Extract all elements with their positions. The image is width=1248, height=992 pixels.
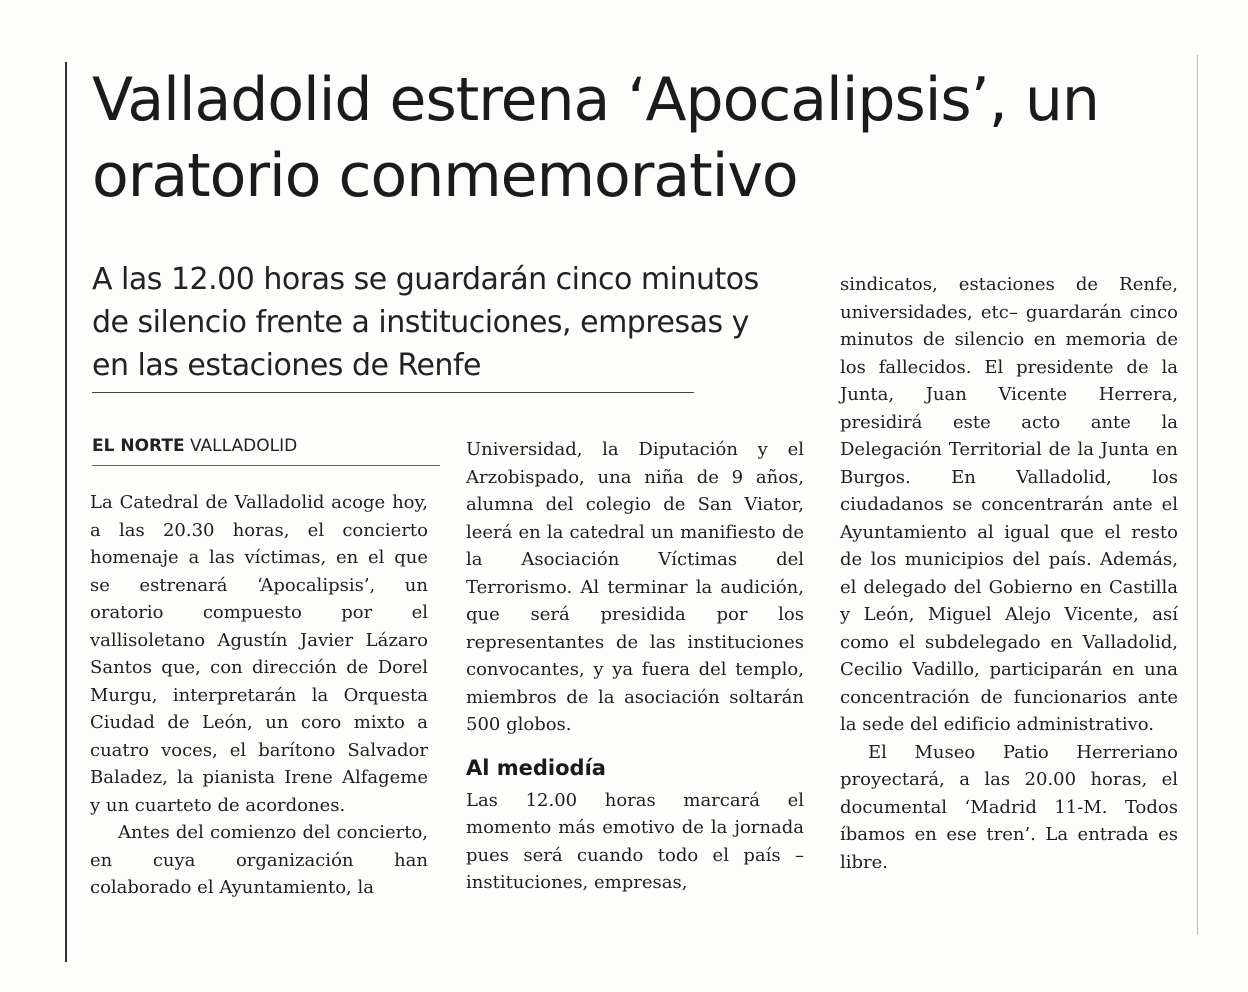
byline-source: EL NORTE [92,436,185,456]
body-column-2 [466,436,804,897]
paragraph: La Catedral de Valladolid acoge hoy, a las 20.30 horas, el concierto homenaje a las víctimas, en el que se estrenará ‘Apocalipsis’, un oratorio compuesto por el vallisoletano Agustín Javier Lázaro Santos que, con dirección de Dorel Murgu, interpretarán la Orquesta Ciudad de León, un coro mixto a cuatro voces, el barítono Salvador Baladez, la pianista Irene Alfageme y un cuarteto de acordones. [90,492,428,816]
paragraph: sindicatos, estaciones de Renfe, universidades, etc– guardarán cinco minutos de silencio en memoria de los fallecidos. El presidente de la Junta, Juan Vicente Herrera, presidirá este acto ante la Delegación Territorial de la Junta en Burgos. En Valladolid, los ciudadanos se concentrarán ante el Ayuntamiento al igual que el resto de los municipios del país. Además, el delegado del Gobierno en Castilla y León, Miguel Alejo Vicente, así como el subdelegado en Valladolid, Cecilio Vadillo, participarán en una concentración de funcionarios ante la sede del edificio administrativo. [840,274,1178,735]
paragraph: El Museo Patio Herreriano proyectará, a las 20.00 horas, el documental ‘Madrid 11-M. Todos íbamos en ese tren’. La entrada es libre. [840,741,1178,873]
subheadline-divider [92,392,694,393]
subheadline: A las 12.00 horas se guardarán cinco minutos de silencio frente a instituciones, empresas y en las estaciones de Renfe [92,262,759,383]
section-heading: Al mediodía [466,755,606,780]
byline-location: VALLADOLID [190,436,298,456]
body-column-1 [90,489,428,902]
body-column-3 [840,271,1178,876]
column-rule-left [65,62,67,962]
paragraph: Universidad, la Diputación y el Arzobispado, una niña de 9 años, alumna del colegio de San Viator, leerá en la catedral un manifiesto de la Asociación Víctimas del Terrorismo. Al terminar la audición, que será presidida por los representantes de las instituciones convocantes, y ya fuera del templo, miembros de la asociación soltarán 500 globos. [466,439,804,735]
paragraph: Las 12.00 horas marcará el momento más emotivo de la jornada pues será cuando todo el país –instituciones, empresas, [466,789,804,893]
headline: Valladolid estrena ‘Apocalipsis’, un oratorio conmemorativo [92,65,1099,211]
byline [92,436,297,456]
column-rule-right [1197,55,1198,935]
paragraph: Antes del comienzo del concierto, en cuya organización han colaborado el Ayuntamiento, la [90,822,428,898]
byline-divider [92,465,440,466]
